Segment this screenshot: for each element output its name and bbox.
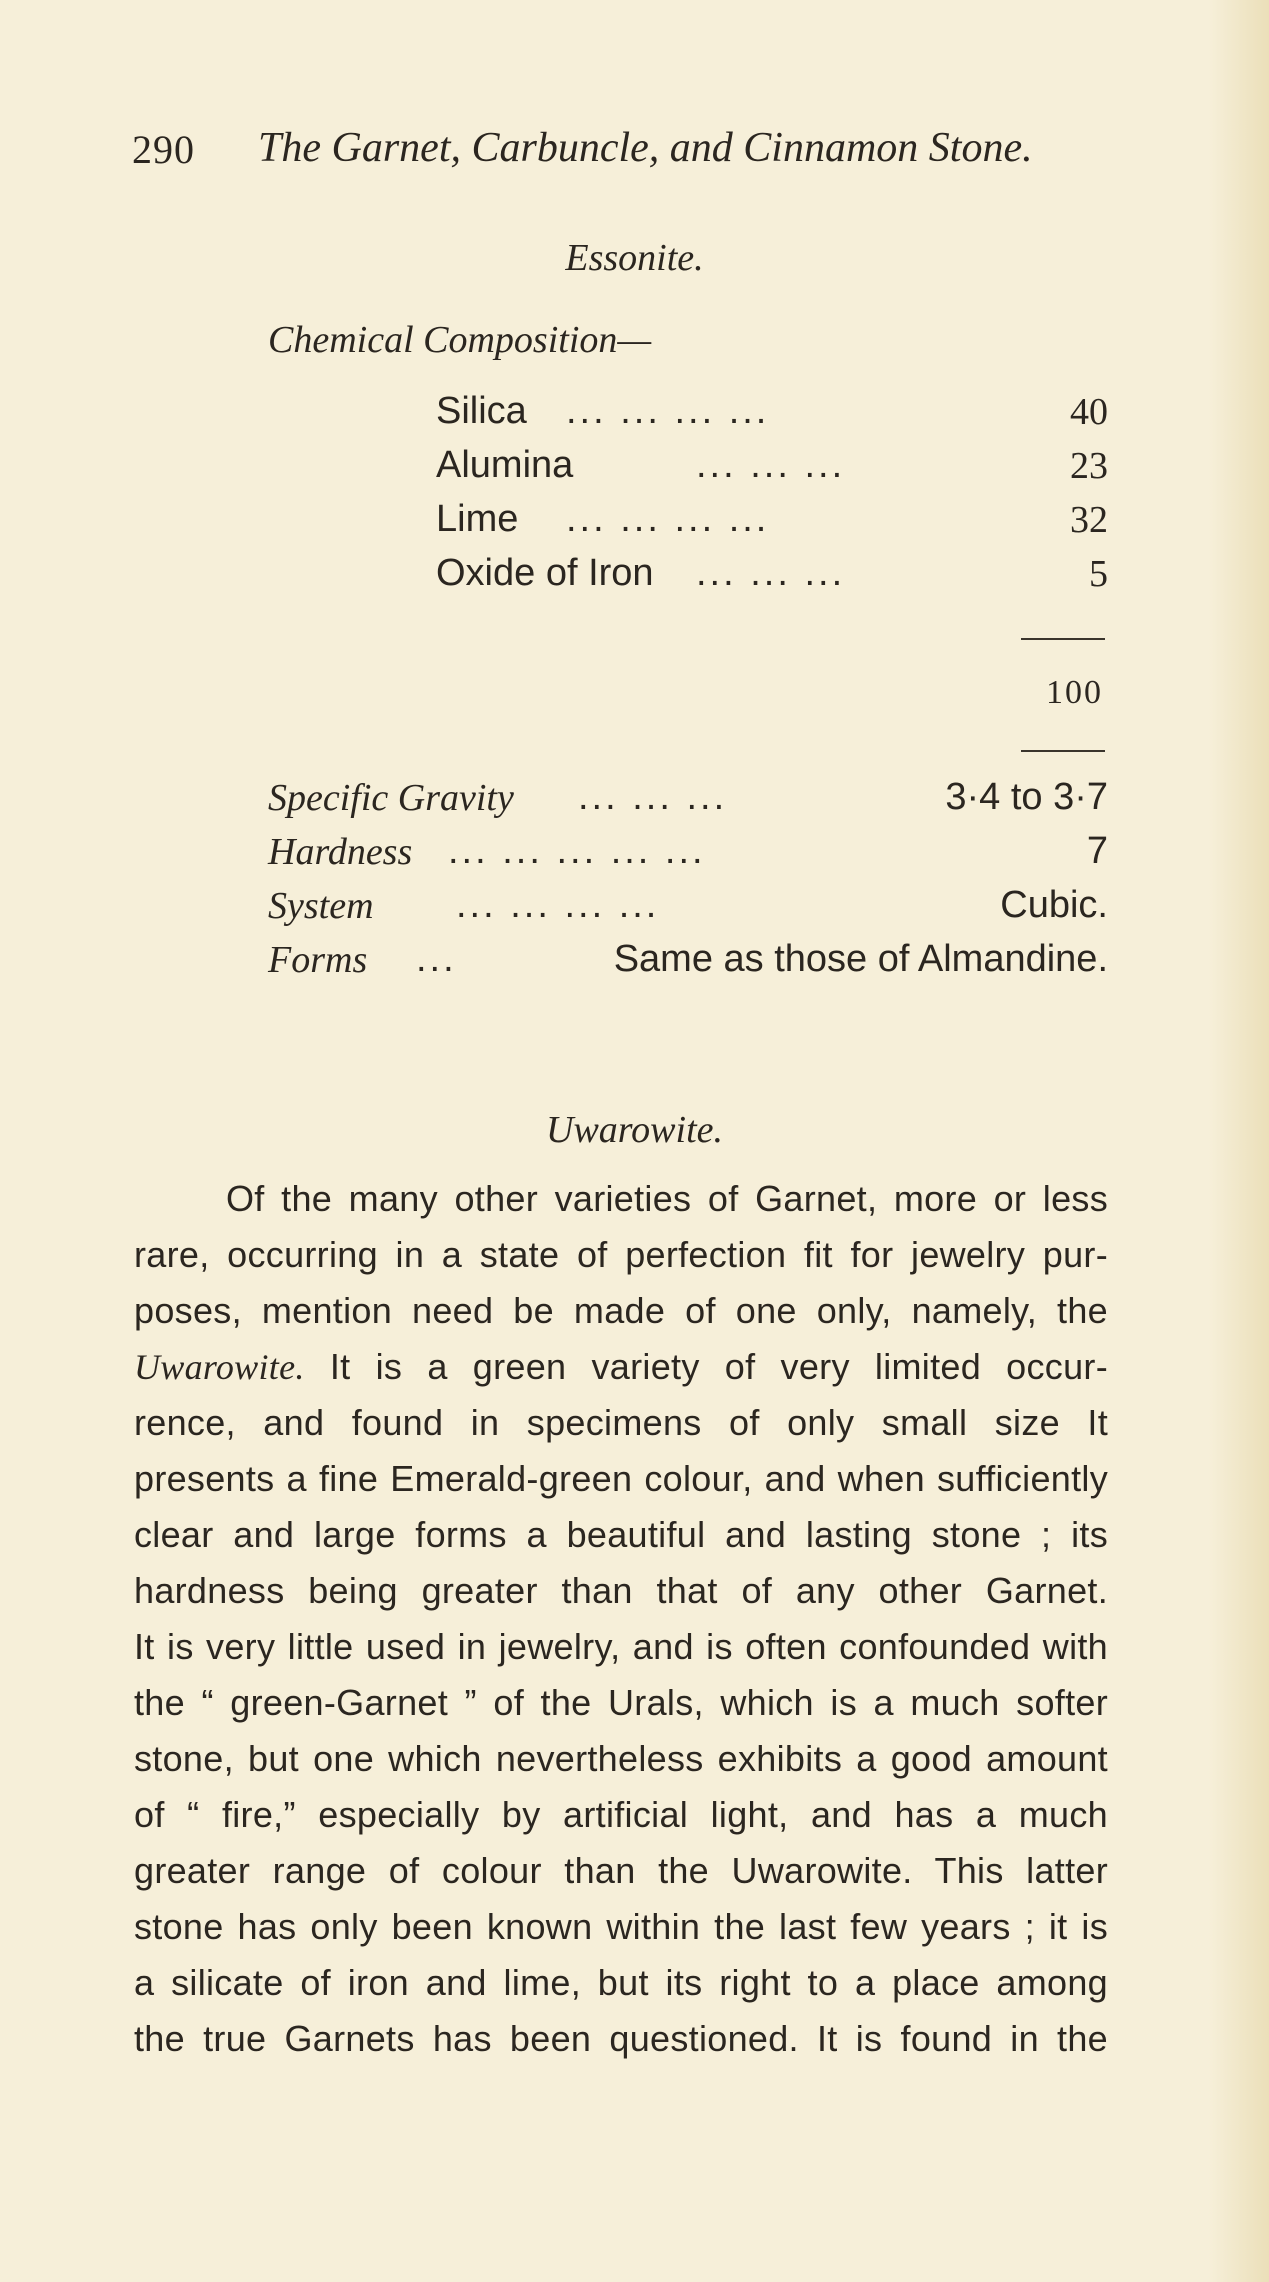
paragraph-line: greater range of colour than the Uwarowite. This latter bbox=[134, 1850, 1108, 1891]
property-value: 7 bbox=[1086, 830, 1108, 872]
chemical-composition-heading: Chemical Composition— bbox=[268, 319, 652, 361]
leader-dots: ... ... ... bbox=[578, 776, 728, 818]
composition-row bbox=[436, 444, 1108, 498]
paragraph-line: presents a fine Emerald-green colour, and when sufficiently bbox=[134, 1458, 1108, 1499]
sum-rule bbox=[1021, 638, 1105, 640]
leader-dots: ... ... ... ... bbox=[566, 498, 770, 540]
paragraph-line: of “ fire,” especially by artificial light, and has a much bbox=[134, 1794, 1108, 1835]
page-number: 290 bbox=[132, 127, 195, 172]
component-value: 23 bbox=[1070, 445, 1108, 487]
component-name: Alumina bbox=[436, 444, 574, 486]
paragraph-line: the “ green-Garnet ” of the Urals, which is a much softer bbox=[134, 1682, 1108, 1723]
composition-row bbox=[436, 390, 1108, 444]
property-value: 3·4 to 3·7 bbox=[945, 776, 1108, 818]
paragraph-line: It is very little used in jewelry, and is often confounded with bbox=[134, 1626, 1108, 1667]
paragraph-line: the true Garnets has been questioned. It is found in the bbox=[134, 2018, 1108, 2059]
total-rule bbox=[1021, 750, 1105, 752]
component-value: 40 bbox=[1070, 391, 1108, 433]
paragraph-line: hardness being greater than that of any other Garnet. bbox=[134, 1570, 1108, 1611]
paragraph-line: Uwarowite. It is a green variety of very limited occur- bbox=[134, 1346, 1108, 1387]
property-value: Same as those of Almandine. bbox=[613, 938, 1108, 980]
component-name: Oxide of Iron bbox=[436, 552, 654, 594]
leader-dots: ... ... ... ... bbox=[566, 390, 770, 432]
leader-dots: ... ... ... bbox=[696, 444, 846, 486]
paragraph-line: stone, but one which nevertheless exhibits a good amount bbox=[134, 1738, 1108, 1779]
composition-row bbox=[436, 552, 1108, 606]
paragraph-line: clear and large forms a beautiful and lasting stone ; its bbox=[134, 1514, 1108, 1555]
property-label: System bbox=[268, 885, 374, 927]
leader-dots: ... ... ... bbox=[696, 552, 846, 594]
essonite-heading: Essonite. bbox=[565, 237, 704, 279]
paragraph-line: poses, mention need be made of one only, namely, the bbox=[134, 1290, 1108, 1331]
italic-term: Uwarowite. bbox=[134, 1347, 305, 1387]
paragraph-line: rare, occurring in a state of perfection fit for jewelry pur- bbox=[134, 1234, 1108, 1275]
component-value: 32 bbox=[1070, 499, 1108, 541]
property-row bbox=[268, 776, 1108, 830]
leader-dots: ... ... ... ... ... bbox=[448, 830, 706, 872]
component-value: 5 bbox=[1089, 553, 1108, 595]
paragraph-line: rence, and found in specimens of only small size It bbox=[134, 1402, 1108, 1443]
uwarowite-heading: Uwarowite. bbox=[546, 1109, 723, 1151]
property-label: Forms bbox=[268, 939, 368, 981]
paragraph-line: a silicate of iron and lime, but its right to a place among bbox=[134, 1962, 1108, 2003]
paragraph-line: stone has only been known within the last few years ; it is bbox=[134, 1906, 1108, 1947]
running-title: The Garnet, Carbuncle, and Cinnamon Stone. bbox=[258, 125, 1033, 171]
component-name: Silica bbox=[436, 390, 527, 432]
property-value: Cubic. bbox=[1000, 884, 1108, 926]
leader-dots: ... bbox=[416, 938, 457, 980]
composition-row bbox=[436, 498, 1108, 552]
property-row bbox=[268, 884, 1108, 938]
property-row bbox=[268, 938, 1108, 992]
property-label: Specific Gravity bbox=[268, 777, 514, 819]
property-row bbox=[268, 830, 1108, 884]
property-label: Hardness bbox=[268, 831, 413, 873]
leader-dots: ... ... ... ... bbox=[456, 884, 660, 926]
composition-total: 100 bbox=[1046, 674, 1103, 711]
component-name: Lime bbox=[436, 498, 519, 540]
paragraph-line: Of the many other varieties of Garnet, more or less bbox=[226, 1178, 1108, 1219]
